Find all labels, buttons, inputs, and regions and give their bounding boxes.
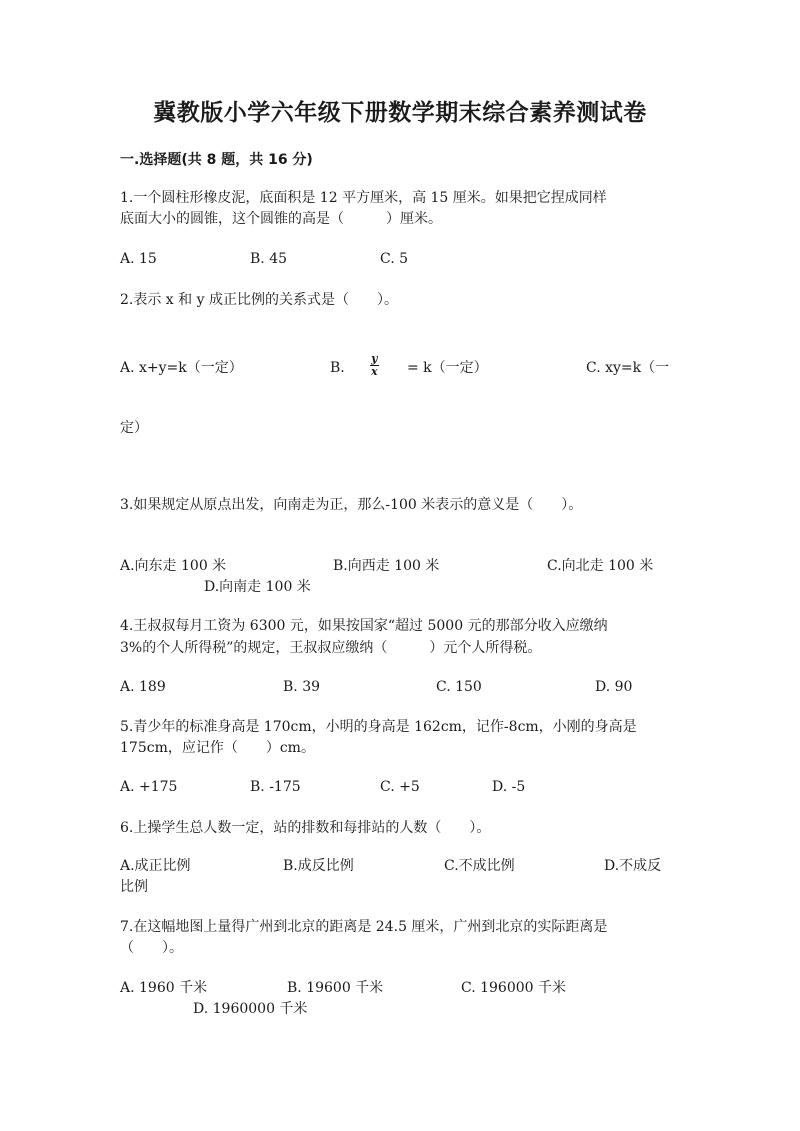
question-7-line-2: （ ）。 bbox=[120, 940, 183, 956]
question-7-option-d: D. 1960000 千米 bbox=[193, 1001, 308, 1017]
question-6-option-a: A.成正比例 bbox=[120, 858, 191, 874]
question-4-line-2: 3%的个人所得税”的规定，王叔叔应缴纳（ ）元个人所得税。 bbox=[120, 640, 542, 656]
question-6-option-d-continued: 比例 bbox=[120, 879, 148, 895]
section-heading: 一.选择题(共 8 题，共 16 分) bbox=[120, 152, 313, 168]
question-4-option-c: C. 150 bbox=[436, 679, 482, 695]
question-6-line-1: 6.上操学生总人数一定，站的排数和每排站的人数（ ）。 bbox=[120, 820, 491, 836]
question-3-option-c: C.向北走 100 米 bbox=[547, 558, 654, 574]
question-4-line-1: 4.王叔叔每月工资为 6300 元，如果按国家“超过 5000 元的那部分收入应缴纳 bbox=[120, 618, 608, 634]
question-2-option-b-text: = k（一定） bbox=[407, 360, 488, 376]
question-3-line-1: 3.如果规定从原点出发，向南走为正，那么-100 米表示的意义是（ ）。 bbox=[120, 497, 583, 513]
question-4-option-d: D. 90 bbox=[595, 679, 633, 695]
question-1-option-a: A. 15 bbox=[120, 251, 157, 267]
question-5-option-b: B. -175 bbox=[250, 779, 301, 795]
question-7-option-b: B. 19600 千米 bbox=[287, 980, 384, 996]
question-2-option-b-fraction bbox=[370, 353, 379, 378]
page-title: 冀教版小学六年级下册数学期末综合素养测试卷 bbox=[153, 100, 647, 126]
question-1-line-2: 底面大小的圆锥，这个圆锥的高是（ ）厘米。 bbox=[120, 211, 442, 227]
question-5-option-c: C. +5 bbox=[380, 779, 420, 795]
question-6-option-c: C.不成比例 bbox=[444, 858, 515, 874]
question-7-line-1: 7.在这幅地图上量得广州到北京的距离是 24.5 厘米，广州到北京的实际距离是 bbox=[120, 919, 608, 935]
question-3-option-d: D.向南走 100 米 bbox=[204, 579, 311, 595]
question-3-option-a: A.向东走 100 米 bbox=[120, 558, 227, 574]
question-4-option-b: B. 39 bbox=[283, 679, 321, 695]
question-2-option-a: A. x+y=k（一定） bbox=[120, 360, 243, 376]
question-4-option-a: A. 189 bbox=[120, 679, 166, 695]
fraction-numerator: y bbox=[371, 352, 378, 365]
question-6-option-b: B.成反比例 bbox=[283, 858, 354, 874]
fraction-denominator: x bbox=[371, 365, 378, 378]
question-3-option-b: B.向西走 100 米 bbox=[333, 558, 440, 574]
question-2-option-b-label: B. bbox=[330, 360, 345, 376]
question-2-option-c-continued: 定） bbox=[120, 420, 148, 436]
question-6-option-d: D.不成反 bbox=[604, 858, 662, 874]
question-1-option-c: C. 5 bbox=[380, 251, 409, 267]
question-2-line-1: 2.表示 x 和 y 成正比例的关系式是（ ）。 bbox=[120, 292, 398, 308]
question-5-line-2: 175cm，应记作（ ）cm。 bbox=[120, 740, 315, 756]
question-5-line-1: 5.青少年的标准身高是 170cm，小明的身高是 162cm，记作-8cm，小刚的身高是 bbox=[120, 719, 637, 735]
question-5-option-a: A. +175 bbox=[120, 779, 178, 795]
question-7-option-a: A. 1960 千米 bbox=[120, 980, 208, 996]
question-2-option-c: C. xy=k（一 bbox=[586, 360, 670, 376]
question-5-option-d: D. -5 bbox=[492, 779, 526, 795]
question-7-option-c: C. 196000 千米 bbox=[461, 980, 567, 996]
question-1-line-1: 1.一个圆柱形橡皮泥，底面积是 12 平方厘米，高 15 厘米。如果把它捏成同样 bbox=[120, 190, 607, 206]
question-1-option-b: B. 45 bbox=[250, 251, 288, 267]
